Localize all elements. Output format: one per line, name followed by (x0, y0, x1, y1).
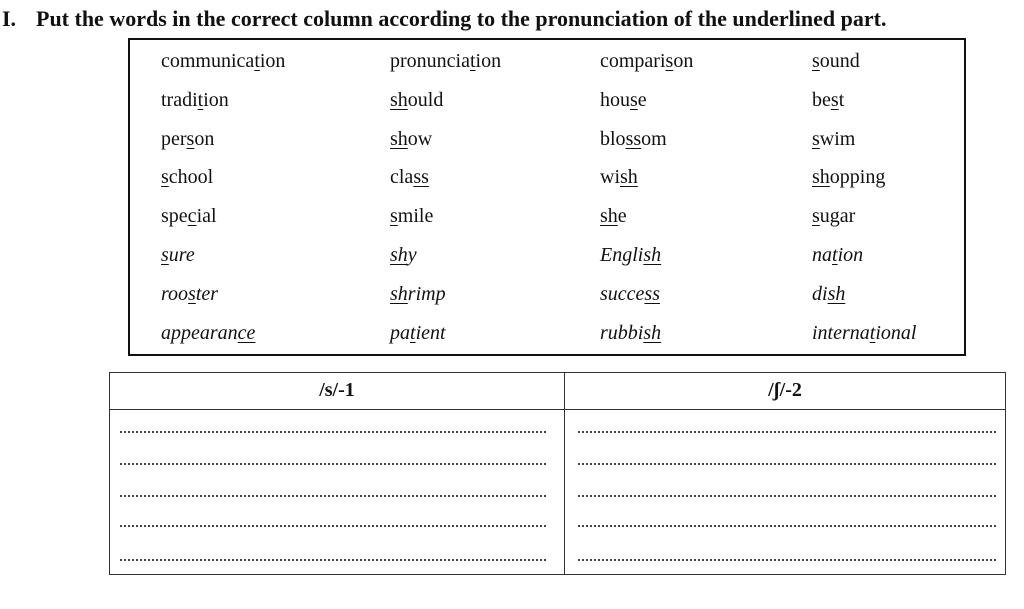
word-item: dish (812, 283, 846, 305)
underlined-part: s (161, 244, 169, 266)
underlined-part: s (188, 283, 196, 305)
word-item: rubbish (600, 322, 662, 344)
column-divider (564, 373, 565, 574)
underlined-part: ss (413, 166, 429, 188)
word-item: appearance (161, 322, 256, 344)
word-item: swim (812, 128, 856, 150)
underlined-part: sh (390, 283, 408, 305)
word-item: class (390, 166, 429, 188)
exercise-instruction: Put the words in the correct column according to the pronunciation of the underlined part. (36, 6, 887, 31)
underlined-part: sh (390, 244, 408, 266)
underlined-part: ss (644, 283, 660, 305)
underlined-part: c (187, 205, 197, 227)
underlined-part: s (390, 205, 398, 227)
underlined-part: t (410, 322, 416, 344)
underlined-part: sh (390, 89, 408, 111)
answer-line-s[interactable] (120, 525, 546, 527)
word-item: pronunciation (390, 50, 502, 72)
underlined-part: sh (390, 128, 408, 150)
underlined-part: s (186, 128, 195, 150)
word-item: shy (390, 244, 417, 266)
answer-line-s[interactable] (120, 431, 546, 433)
word-item: wish (600, 166, 638, 188)
underlined-part: sh (812, 166, 830, 188)
word-item: should (390, 89, 444, 111)
underlined-part: s (161, 166, 169, 188)
word-item: special (161, 205, 217, 227)
answer-line-sh[interactable] (578, 495, 996, 497)
answer-line-sh[interactable] (578, 559, 996, 561)
underlined-part: s (812, 205, 820, 227)
underlined-part: s (812, 50, 820, 72)
word-item: English (600, 244, 662, 266)
answer-line-sh[interactable] (578, 463, 996, 465)
exercise-number: I. (2, 6, 17, 31)
word-item: sound (812, 50, 860, 72)
word-item: patient (390, 322, 446, 344)
underlined-part: sh (620, 166, 638, 188)
answer-line-sh[interactable] (578, 431, 996, 433)
underlined-part: t (869, 322, 876, 344)
underlined-part: t (254, 50, 260, 72)
underlined-part: t (832, 244, 838, 266)
answer-line-s[interactable] (120, 559, 546, 561)
answer-line-s[interactable] (120, 463, 546, 465)
word-item: communication (161, 50, 286, 72)
underlined-part: t (469, 50, 476, 72)
underlined-part: ce (237, 322, 256, 344)
word-item: shopping (812, 166, 886, 188)
underlined-part: sh (643, 322, 662, 344)
underlined-part: ss (625, 128, 642, 150)
underlined-part: s (830, 89, 839, 111)
answer-table (109, 372, 1006, 575)
word-box (128, 38, 966, 356)
underlined-part: s (665, 50, 674, 72)
underlined-part: t (197, 89, 204, 111)
word-item: she (600, 205, 627, 227)
underlined-part: s (630, 89, 638, 111)
word-item: blossom (600, 128, 667, 150)
underlined-part: sh (643, 244, 662, 266)
word-item: shrimp (390, 283, 446, 305)
word-item: tradition (161, 89, 229, 111)
word-item: international (812, 322, 917, 344)
word-item: house (600, 89, 647, 111)
word-item: best (812, 89, 845, 111)
underlined-part: s (812, 128, 820, 150)
underlined-part: sh (827, 283, 846, 305)
word-item: success (600, 283, 660, 305)
word-item: school (161, 166, 214, 188)
column-header-sh: /ʃ/-2 (768, 379, 802, 401)
word-item: sure (161, 244, 195, 266)
column-header-s: /s/-1 (319, 379, 355, 401)
word-item: smile (390, 205, 434, 227)
header-divider (110, 409, 1005, 410)
word-item: person (161, 128, 215, 150)
word-item: comparison (600, 50, 694, 72)
word-item: sugar (812, 205, 856, 227)
answer-line-sh[interactable] (578, 525, 996, 527)
underlined-part: sh (600, 205, 618, 227)
word-item: rooster (161, 283, 219, 305)
word-item: nation (812, 244, 864, 266)
answer-line-s[interactable] (120, 495, 546, 497)
exercise-heading (2, 4, 1022, 34)
word-item: show (390, 128, 433, 150)
